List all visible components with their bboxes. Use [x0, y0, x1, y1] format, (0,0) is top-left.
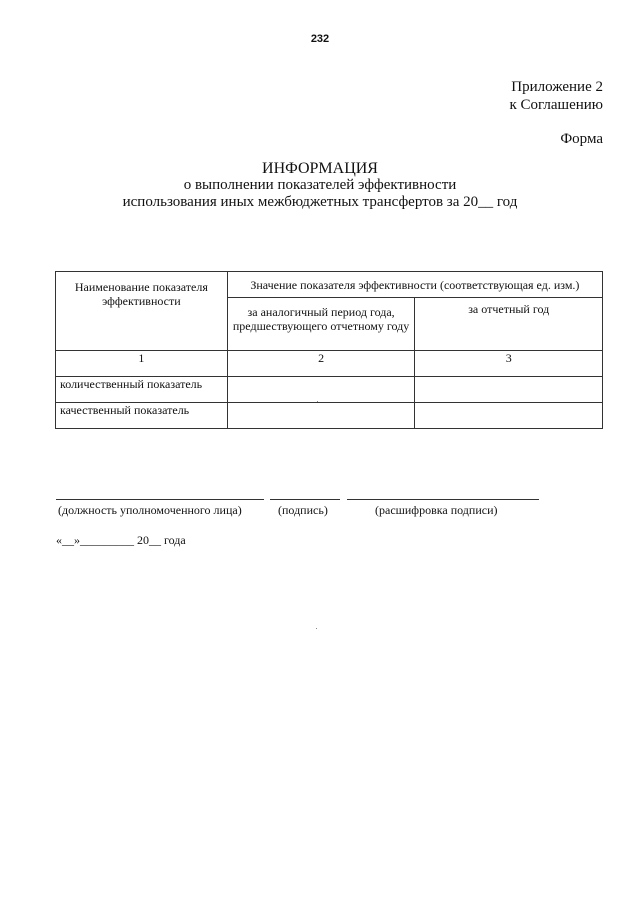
indicators-table	[55, 271, 603, 429]
header-previous-period: за аналогичный период года, предшествующего отчетному году	[227, 298, 415, 351]
header-reporting-year: за отчетный год	[415, 298, 603, 351]
table-row	[56, 377, 603, 403]
page-number: 232	[310, 33, 330, 45]
table-row	[56, 403, 603, 429]
annex-line-1: Приложение 2	[511, 79, 603, 95]
sign-signature-line[interactable]	[270, 499, 340, 500]
position-signature-line[interactable]	[56, 499, 264, 500]
cell-quantitative-current[interactable]	[415, 377, 603, 403]
header-indicator-name: Наименование показателя эффективности	[56, 272, 228, 351]
sign-caption: (подпись)	[278, 503, 328, 517]
title-line-2: о выполнении показателей эффективности	[183, 177, 457, 193]
row-label-qualitative: качественный показатель	[56, 403, 228, 429]
date-line: «__»_________ 20__ года	[56, 533, 186, 547]
document-title	[0, 160, 640, 211]
table-header-row	[56, 272, 603, 298]
row-label-quantitative: количественный показатель	[56, 377, 228, 403]
annex-reference	[509, 78, 603, 114]
title-line-3: использования иных межбюджетных трансфертов за 20__ год	[122, 194, 518, 210]
column-number-row	[56, 351, 603, 377]
name-caption: (расшифровка подписи)	[375, 503, 498, 517]
form-label: Форма	[560, 131, 603, 147]
annex-line-2: к Соглашению	[509, 97, 603, 113]
column-number-2: 2	[227, 351, 415, 377]
name-signature-line[interactable]	[347, 499, 539, 500]
column-number-1: 1	[56, 351, 228, 377]
scan-artifact	[316, 628, 317, 629]
cell-quantitative-previous[interactable]	[227, 377, 415, 403]
scan-artifact	[317, 401, 318, 402]
signature-lines	[0, 499, 640, 500]
cell-qualitative-previous[interactable]	[227, 403, 415, 429]
position-caption: (должность уполномоченного лица)	[58, 503, 242, 517]
cell-qualitative-current[interactable]	[415, 403, 603, 429]
column-number-3: 3	[415, 351, 603, 377]
header-indicator-value: Значение показателя эффективности (соответствующая ед. изм.)	[227, 272, 602, 298]
title-heading: ИНФОРМАЦИЯ	[262, 160, 378, 177]
